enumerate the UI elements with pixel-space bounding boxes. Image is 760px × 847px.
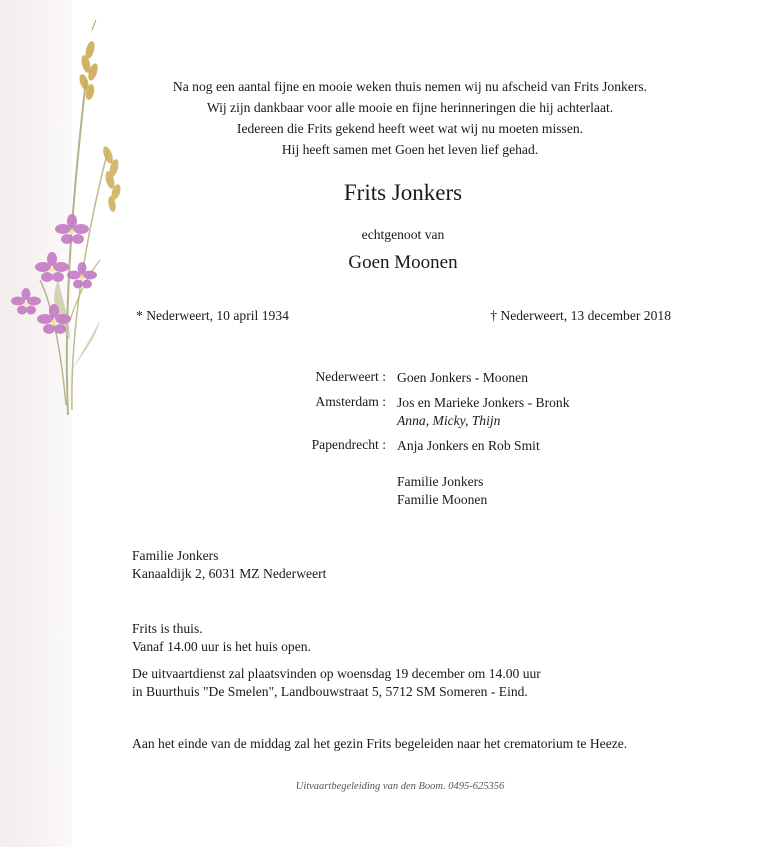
intro-line: Wij zijn dankbaar voor alle mooie en fijne herinneringen die hij achterlaat. xyxy=(206,100,614,115)
service-line: De uitvaartdienst zal plaatsvinden op woensdag 19 december om 14.00 uur xyxy=(132,666,541,681)
intro-line: Hij heeft samen met Goen het leven lief gehad. xyxy=(281,142,539,157)
cremation-info xyxy=(132,735,627,753)
grandchildren-names: Anna, Micky, Thijn xyxy=(397,413,501,428)
address-line: Kanaaldijk 2, 6031 MZ Nederweert xyxy=(132,566,327,581)
families-names xyxy=(397,473,487,509)
service-line: in Buurthuis "De Smelen", Landbouwstraat 5, 5712 SM Someren - Eind. xyxy=(132,684,528,699)
cremation-line: Aan het einde van de middag zal het gezin Frits begeleiden naar het crematorium te Heeze. xyxy=(132,736,628,751)
relative-place: Amsterdam : xyxy=(315,394,386,409)
family-name: Familie Jonkers xyxy=(397,474,484,489)
visit-line: Frits is thuis. xyxy=(132,621,203,636)
address-line: Familie Jonkers xyxy=(132,548,219,563)
relative-names xyxy=(397,369,528,387)
death-date: † Nederweert, 13 december 2018 xyxy=(490,308,671,323)
intro-line: Na nog een aantal fijne en mooie weken thuis nemen wij nu afscheid van Frits Jonkers. xyxy=(172,79,648,94)
relation-label: echtgenoot van xyxy=(361,227,445,242)
birth-date: * Nederweert, 10 april 1934 xyxy=(136,308,289,323)
relative-names xyxy=(397,394,570,430)
visit-line: Vanaf 14.00 uur is het huis open. xyxy=(132,639,311,654)
relative-names xyxy=(397,437,540,455)
correspondence-address xyxy=(132,547,326,583)
intro-line: Iedereen die Frits gekend heeft weet wat wij nu moeten missen. xyxy=(236,121,584,136)
visiting-info xyxy=(132,620,311,656)
undertaker-footer: Uitvaartbegeleiding van den Boom. 0495-625356 xyxy=(295,781,505,792)
relative-name: Jos en Marieke Jonkers - Bronk xyxy=(397,395,570,410)
deceased-name: Frits Jonkers xyxy=(343,180,463,205)
spouse-name: Goen Moonen xyxy=(348,252,458,273)
relative-name: Goen Jonkers - Moonen xyxy=(397,370,529,385)
relative-place: Papendrecht : xyxy=(311,437,386,452)
intro-text xyxy=(110,76,710,160)
relative-place: Nederweert : xyxy=(315,369,386,384)
service-info xyxy=(132,665,541,701)
family-name: Familie Moonen xyxy=(397,492,488,507)
relative-name: Anja Jonkers en Rob Smit xyxy=(397,438,540,453)
